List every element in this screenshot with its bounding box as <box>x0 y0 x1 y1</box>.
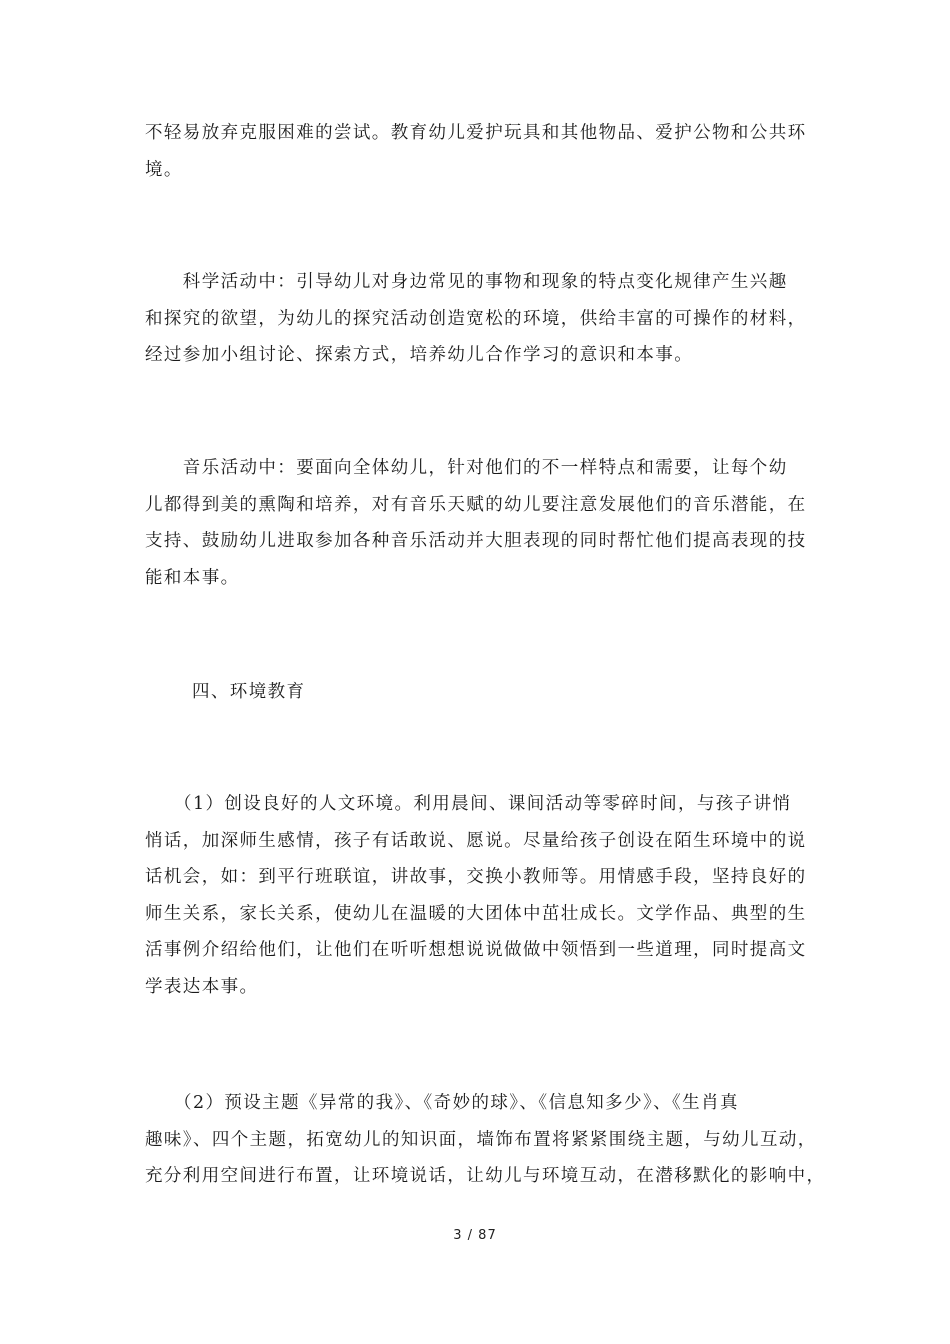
text-line: 话机会，如：到平行班联谊，讲故事，交换小教师等。用情感手段，坚持良好的 <box>145 867 807 887</box>
paragraph-science-activity <box>145 264 810 374</box>
text-line: 学表达本事。 <box>145 976 259 997</box>
text-line: 科学活动中：引导幼儿对身边常见的事物和现象的特点变化规律产生兴趣 <box>145 272 788 292</box>
section-heading: 四、环境教育 <box>192 682 306 702</box>
paragraph-music-activity <box>145 450 810 596</box>
paragraph-humanistic-environment <box>145 786 810 1005</box>
text-line: 师生关系，家长关系，使幼儿在温暖的大团体中茁壮成长。文学作品、典型的生 <box>145 903 807 924</box>
paragraph-preset-themes <box>145 1085 826 1195</box>
text-line: （2）预设主题《异常的我》、《奇妙的球》、《信息知多少》、《生肖真 <box>145 1093 739 1113</box>
text-line: 活事例介绍给他们，让他们在听听想想说说做做中领悟到一些道理，同时提高文 <box>145 940 807 960</box>
text-line: 境。 <box>145 159 183 180</box>
text-line: （1）创设良好的人文环境。利用晨间、课间活动等零碎时间，与孩子讲悄 <box>145 794 792 814</box>
text-line: 儿都得到美的熏陶和培养，对有音乐天赋的幼儿要注意发展他们的音乐潜能，在 <box>145 494 807 515</box>
text-line: 趣味》、四个主题，拓宽幼儿的知识面，墙饰布置将紧紧围绕主题，与幼儿互动， <box>145 1129 817 1150</box>
paragraph-safety-continued <box>145 115 810 188</box>
text-line: 经过参加小组讨论、探索方式，培养幼儿合作学习的意识和本事。 <box>145 345 694 365</box>
text-line: 能和本事。 <box>145 567 240 588</box>
text-line: 支持、鼓励幼儿进取参加各种音乐活动并大胆表现的同时帮忙他们提高表现的技 <box>145 531 807 551</box>
text-line: 音乐活动中：要面向全体幼儿，针对他们的不一样特点和需要，让每个幼 <box>145 458 788 478</box>
text-line: 不轻易放弃克服困难的尝试。教育幼儿爱护玩具和其他物品、爱护公物和公共环 <box>145 123 807 143</box>
text-line: 悄话，加深师生感情，孩子有话敢说、愿说。尽量给孩子创设在陌生环境中的说 <box>145 830 807 851</box>
page-number: 3 / 87 <box>453 1228 497 1243</box>
text-line: 充分利用空间进行布置，让环境说话，让幼儿与环境互动，在潜移默化的影响中， <box>145 1166 826 1186</box>
text-line: 和探究的欲望，为幼儿的探究活动创造宽松的环境，供给丰富的可操作的材料， <box>145 308 807 329</box>
